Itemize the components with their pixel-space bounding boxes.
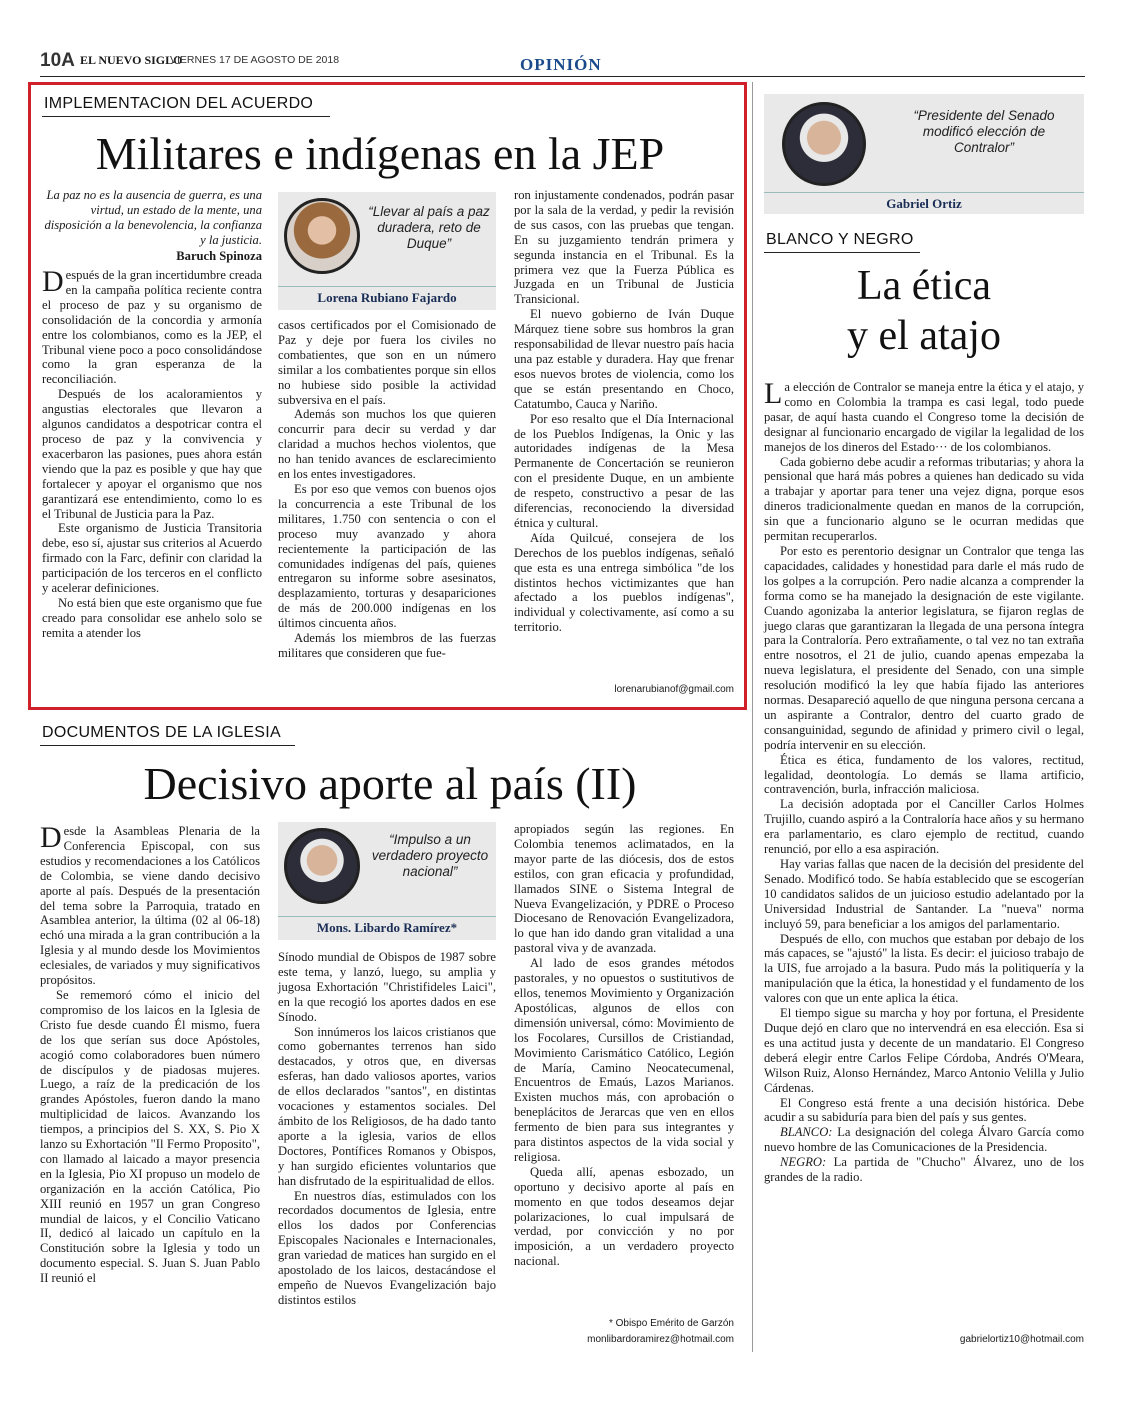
newspaper-name: EL NUEVO SIGLO bbox=[80, 53, 183, 67]
author-photo bbox=[782, 102, 866, 186]
pull-quote: “Llevar al país a paz duradera, reto de Duque” bbox=[368, 204, 490, 251]
pull-quote: “Impulso a un verdadero proyecto nacional” bbox=[371, 832, 489, 879]
article3-title-line2: y el atajo bbox=[847, 313, 1001, 359]
column-divider bbox=[752, 82, 753, 1352]
article3-title-line1: La ética bbox=[856, 263, 992, 309]
paragraph: Queda allí, apenas esbozado, un oportuno y decisivo aporte al país en momento en que todos deseamos dejar polarizaciones, lo cual impulsará de verdad, por convicción y no por imposición, a un verdadero proyecto nacional. bbox=[514, 1164, 734, 1269]
paragraph: La decisión adoptada por el Canciller Carlos Holmes Trujillo, cuando aspiró a la Contraloría hace años y su hermano era parlamentario, es claro ejemplo de rectitud, cuando renunció, por ello a esa aspiración. bbox=[764, 797, 1084, 857]
paragraph: Después de la gran incertidumbre creada en la campaña política reciente contra el proceso de paz y su organismo de consolidación de la concordia y armonía entre los colombianos, como es la JEP, el Tribunal viene poco a poco consolidándose como la gran esperanza de la reconciliación. bbox=[42, 265, 262, 387]
blanco-label: BLANCO: bbox=[780, 1125, 833, 1140]
paragraph: No está bien que este organismo que fue creado para consolidar ese anhelo solo se remita a atender los bbox=[42, 595, 262, 640]
author-photo bbox=[284, 198, 360, 274]
paragraph: Aída Quilcué, consejera de los Derechos de los pueblos indígenas, señaló que esta es una entrega simbólica "de los distintos hechos victimizantes que han afectado a los pueblos indígenas", individual y colectivamente, así como a su territorio. bbox=[514, 530, 734, 635]
article2-kicker-rule bbox=[40, 745, 295, 746]
epigraph-text: La paz no es la ausencia de guerra, es una virtud, un estado de la mente, una disposición a la benevolencia, la confianza y la justicia. bbox=[44, 188, 262, 247]
paragraph: apropiados según las regiones. En Colombia tenemos aclimatados, en la mayor parte de las diócesis, dos de estos estilos, con gran eficacia y profundidad, llamados SINE o Sistema Integral de Nueva Evangelización, y PDRE o Proceso Diocesano de Renovación Evangelizadora, lo que han ido dando gran vitalidad a una pastoral viva y de avanzada. bbox=[514, 822, 734, 956]
article2-byline-box bbox=[278, 822, 496, 940]
paragraph: Es por eso que vemos con buenos ojos la concurrencia a este Tribunal de los militares, 1.750 con sentencia o con el proceso muy avanzado y ahora recientemente la participación de las comunidades indígenas del país, quienes entregaron su informe sobre asesinatos, desplazamiento, torturas y desapariciones de más de 200.000 indígenas en los últimos cincuenta años. bbox=[278, 481, 496, 631]
article1-email: lorenarubianof@gmail.com bbox=[614, 684, 734, 695]
article2-kicker: DOCUMENTOS DE LA IGLESIA bbox=[42, 724, 281, 741]
masthead bbox=[40, 48, 1085, 78]
article1-col3 bbox=[514, 188, 734, 635]
article2-footnote: * Obispo Emérito de Garzón bbox=[608, 1318, 734, 1329]
paragraph: Por eso resalto que el Día Internacional de los Pueblos Indígenas, la Onic y las autoridades indígenas de la Mesa Permanente de Concertación se reunieron con el presidente Duque, en un ambiente de respeto, constructivo a pesar de las diferencias, reconociendo la diversidad étnica y cultural. bbox=[514, 411, 734, 530]
page-number: 10A bbox=[40, 50, 75, 71]
drop-cap: D bbox=[42, 265, 64, 298]
paragraph: Además los miembros de las fuerzas militares que consideren que fue- bbox=[278, 631, 496, 660]
article1-col2 bbox=[278, 318, 496, 661]
paragraph: Sínodo mundial de Obispos de 1987 sobre este tema, y lanzó, luego, su amplia y jugosa Exhortación "Christifideles Laici", en la que recogió los aportes dados en ese Sínodo. bbox=[278, 950, 496, 1024]
article3-byline-box bbox=[764, 94, 1084, 214]
article1-title: Militares e indígenas en la JEP bbox=[95, 128, 665, 179]
article2-email: monlibardoramirez@hotmail.com bbox=[587, 1334, 734, 1345]
paragraph: En nuestros días, estimulados con los recordados documentos de Iglesia, entre ellos los dados por Conferencias Episcopales Nacionales e Internacionales, gran variedad de matices han surgido en el apostolado de los laicos, destacándose el empeño de Nuevos Evangelización bajo distintos estilos bbox=[278, 1188, 496, 1307]
article3-kicker-rule bbox=[764, 252, 920, 253]
paragraph: La elección de Contralor se maneja entre la ética y el atajo, y como en Colombia la trampa es casi legal, todo puede pasar, de aquí hasta cuando el Congreso tome la decisión de designar al funcionario encargado de vigilar la legalidad de los manejos de los dineros del Estado··· de los colombianos. bbox=[764, 377, 1084, 454]
paragraph: Ética es ética, fundamento de los valores, rectitud, legalidad, deontología. Lo demás se llama artificio, contravención, burla, infracción maliciosa. bbox=[764, 752, 1084, 797]
article1-kicker: IMPLEMENTACION DEL ACUERDO bbox=[44, 95, 314, 112]
negro-label: NEGRO: bbox=[780, 1155, 827, 1170]
paragraph: Cada gobierno debe acudir a reformas tributarias; y ahora la pensional que hará más pobres a quienes han dedicado su vida a trabajar y aportar para tener una vejez digna, porque esos dineros tradicionalmente quedan en manos de la corrupción, sin que a funcionario alguno se le ocurran medidas que permitan recuperarlos. bbox=[764, 454, 1084, 544]
author-photo bbox=[284, 828, 360, 904]
paragraph: Este organismo de Justicia Transitoria debe, eso sí, ajustar sus criterios al Acuerdo firmado con la Farc, definir con claridad la participación de los terceros en el conflicto y acelerar definiciones. bbox=[42, 521, 262, 596]
article2-col1 bbox=[40, 821, 260, 1286]
blanco-paragraph: BLANCO: La designación del colega Álvaro García como nuevo hombre de las Comunicaciones de la Presidencia. bbox=[764, 1125, 1084, 1155]
article1-kicker-rule bbox=[42, 116, 330, 117]
paragraph: ron injustamente condenados, podrán pasar por la sala de la verdad, y pedir la revisión de sus casos, con las pruebas que tengan. En su juzgamiento tendrán primera y segunda instancia en el Tribunal. Es la primera vez que la Fuerza Pública es Juzgada en un Tribunal de Justicia Transicional. bbox=[514, 188, 734, 307]
paragraph: El Congreso está frente a una decisión histórica. Debe acudir a su sabiduría para bien del país y sus gentes. bbox=[764, 1095, 1084, 1125]
article2-col3 bbox=[514, 822, 734, 1269]
paragraph: Además son muchos los que quieren concurrir para decir su verdad y dar claridad a muchos hechos violentos, que no han tenido avances de esclarecimiento en los entes investigadores. bbox=[278, 407, 496, 482]
issue-date: VIERNES 17 DE AGOSTO DE 2018 bbox=[170, 54, 340, 66]
article3-email: gabrielortiz10@hotmail.com bbox=[959, 1334, 1084, 1345]
paragraph: casos certificados por el Comisionado de Paz y deje por fuera los civiles no combatientes, que son en un número similar a los combatientes porque sin ellos no hubiese sido posible la actividad subversiva en el país. bbox=[278, 318, 496, 407]
epigraph-author: Baruch Spinoza bbox=[176, 248, 262, 263]
author-name: Gabriel Ortiz bbox=[764, 192, 1084, 212]
paragraph: Después de los acaloramientos y angustias electorales que llevaron a algunos candidatos a despotricar contra el proceso de paz y la convivencia y exacerbaron las pasiones, pues ahora están viendo que la paz es posible y que hay que fortalecer y apoyar el organismo que nos garantizará ese entendimiento, como lo es el Tribunal de Justicia para la Paz. bbox=[42, 387, 262, 521]
drop-cap: D bbox=[40, 821, 62, 854]
pull-quote: “Presidente del Senado modificó elección de Contralor” bbox=[913, 108, 1055, 155]
paragraph: Se rememoró cómo el inicio del compromiso de los laicos en la Iglesia de Cristo fue desde cuando Él mismo, fuera de los que serían sus doce Apóstoles, acogió como colaboradores buen número de discípulos y de piadosas mujeres. Luego, a raíz de la predicación de los grandes Apóstoles, fueron dando la mano multiplicidad de laicos. Avanzando los tiempos, a principios del S. XX, S. Pio X lanzo su Exhortación "Il Fermo Proposito", con llamado al laicado a mayor presencia en la Iglesia, Pio XI propuso un modelo de organización en la acción Católica, Pio XIII reunió en 1957 un gran Congreso mundial de laicos, y el Concilio Vaticano II, dedicó al laicado un capítulo en la Constitución sobre la Iglesia y todo un documento especial. S. Juan S. Juan Pablo II reunió el bbox=[40, 987, 260, 1286]
paragraph: Desde la Asambleas Plenaria de la Conferencia Episcopal, con sus estudios y recomendaciones a los Católicos de Colombia, se viene dando decisivo aporte al país. Después de la presentación del tema sobre la Parroquia, tratado en Asamblea anterior, la última (02 al 06-18) echó una mirada a la gran contribución a la Iglesia y al mundo desde los Movimientos eclesiales, de variados y muy significativos propósitos. bbox=[40, 821, 260, 988]
article2-title: Decisivo aporte al país (II) bbox=[143, 758, 637, 809]
article1-byline-box bbox=[278, 192, 496, 310]
masthead-rule bbox=[40, 76, 1085, 77]
article3-body bbox=[764, 377, 1084, 1185]
author-name: Lorena Rubiano Fajardo bbox=[278, 286, 496, 306]
paragraph: Por esto es perentorio designar un Contralor que tenga las capacidades, calidades y honestidad para darle el más rudo de los golpes a la corrupción. Pero nadie alcanza a comprender la forma como se ha manejado la designación de este vigilante. Cuando agonizaba la anterior legislatura, se fijaron reglas de juego claras que garantizaran la llegada de una persona íntegra para la Contraloría. Pero extrañamente, o tal vez no tan extraña entre nosotros, el 21 de julio, cuando apenas empezaba la nueva legislatura, el presidente del Senado, con una simple resolución modificó la ley que había fijado las anteriores normas. Desapareció aquello de que ninguna persona cercana a un aspirante a Contralor, dentro del cuarto grado de consanguinidad, segundo de afinidad y primero civil o legal, podría intervenir en su elección. bbox=[764, 543, 1084, 752]
paragraph: Al lado de esos grandes métodos pastorales, y no opuestos o sustitutivos de ellos, tenemos Movimiento y Organización Apostólicas, algunos de ellos con dimensión universal, cómo: Movimiento de los Focolares, Cursillos de Cristiandad, Movimiento Carismático Católico, Legión de María, Camino Neocatecumenal, Encuentros de Emaús, Lazos Marianos. Existen muchos más, con aprobación o beneplácitos de Jerarcas que ven en ellos fermento de bien para sus integrantes y para distintos aspectos de la vida social y religiosa. bbox=[514, 956, 735, 1164]
article1-epigraph bbox=[42, 188, 262, 264]
paragraph: Después de ello, con muchos que estaban por debajo de los más capaces, se "ajustó" la lista. Es decir: el juicioso trabajo de la UIS, fue arrojado a la basura. Pudo más la politiquería y la manipulación que la ética, la honestidad y el fundamento de los valores con que un ente aplica la ética. bbox=[764, 931, 1084, 1006]
negro-paragraph: NEGRO: La partida de "Chucho" Álvarez, uno de los grandes de la radio. bbox=[764, 1155, 1084, 1185]
paragraph: Hay varias fallas que nacen de la decisión del presidente del Senado. Modificó todo. Se había establecido que se escogerían 10 candidatos salidos de un juicioso estudio adelantado por la Universidad Industrial de Santander. La "nueva" norma incluyó 59, para beneficiar a los amigos del parlamentario. bbox=[764, 857, 1084, 931]
paragraph: El nuevo gobierno de Iván Duque Márquez tiene sobre sus hombros la gran responsabilidad de llevar nuestro país hacia una paz estable y duradera. Hay que frenar esos nuevos brotes de violencia, como los que se están presentando en Choco, Catatumbo, Cauca y Nariño. bbox=[514, 307, 734, 411]
article3-kicker: BLANCO Y NEGRO bbox=[766, 231, 914, 248]
drop-cap: L bbox=[764, 377, 783, 410]
author-name: Mons. Libardo Ramírez* bbox=[278, 916, 496, 936]
article2-col2 bbox=[278, 950, 496, 1308]
paragraph: Son innúmeros los laicos cristianos que como gobernantes terrenos han sido destacados, y otros que, en diversas esferas, han dado valiosos aportes, varios de ellos declarados "santos", en distintas vocaciones y estamentos sociales. Del ámbito de los Religiosos, de ha dado tanto aporte a la iglesia, varios de ellos Doctores, Pontífices Romanos y Obispos, y han surgido eficientes voluntarios que han disfrutado de la espiritualidad de ellos. bbox=[278, 1024, 496, 1188]
section-title: OPINIÓN bbox=[520, 55, 602, 74]
paragraph: El tiempo sigue su marcha y hoy por fortuna, el Presidente Duque dejó en claro que no intervendrá en esa elección. Esa si es una actitud justa y decente de un mandatario. El Congreso deberá elegir entre Carlos Felipe Córdoba, Andrés O'Meara, Wilson Ruiz, Alonso Hernández, Marco Antonio Velilla y Julio Cárdenas. bbox=[764, 1006, 1084, 1095]
article1-col1 bbox=[42, 265, 262, 641]
